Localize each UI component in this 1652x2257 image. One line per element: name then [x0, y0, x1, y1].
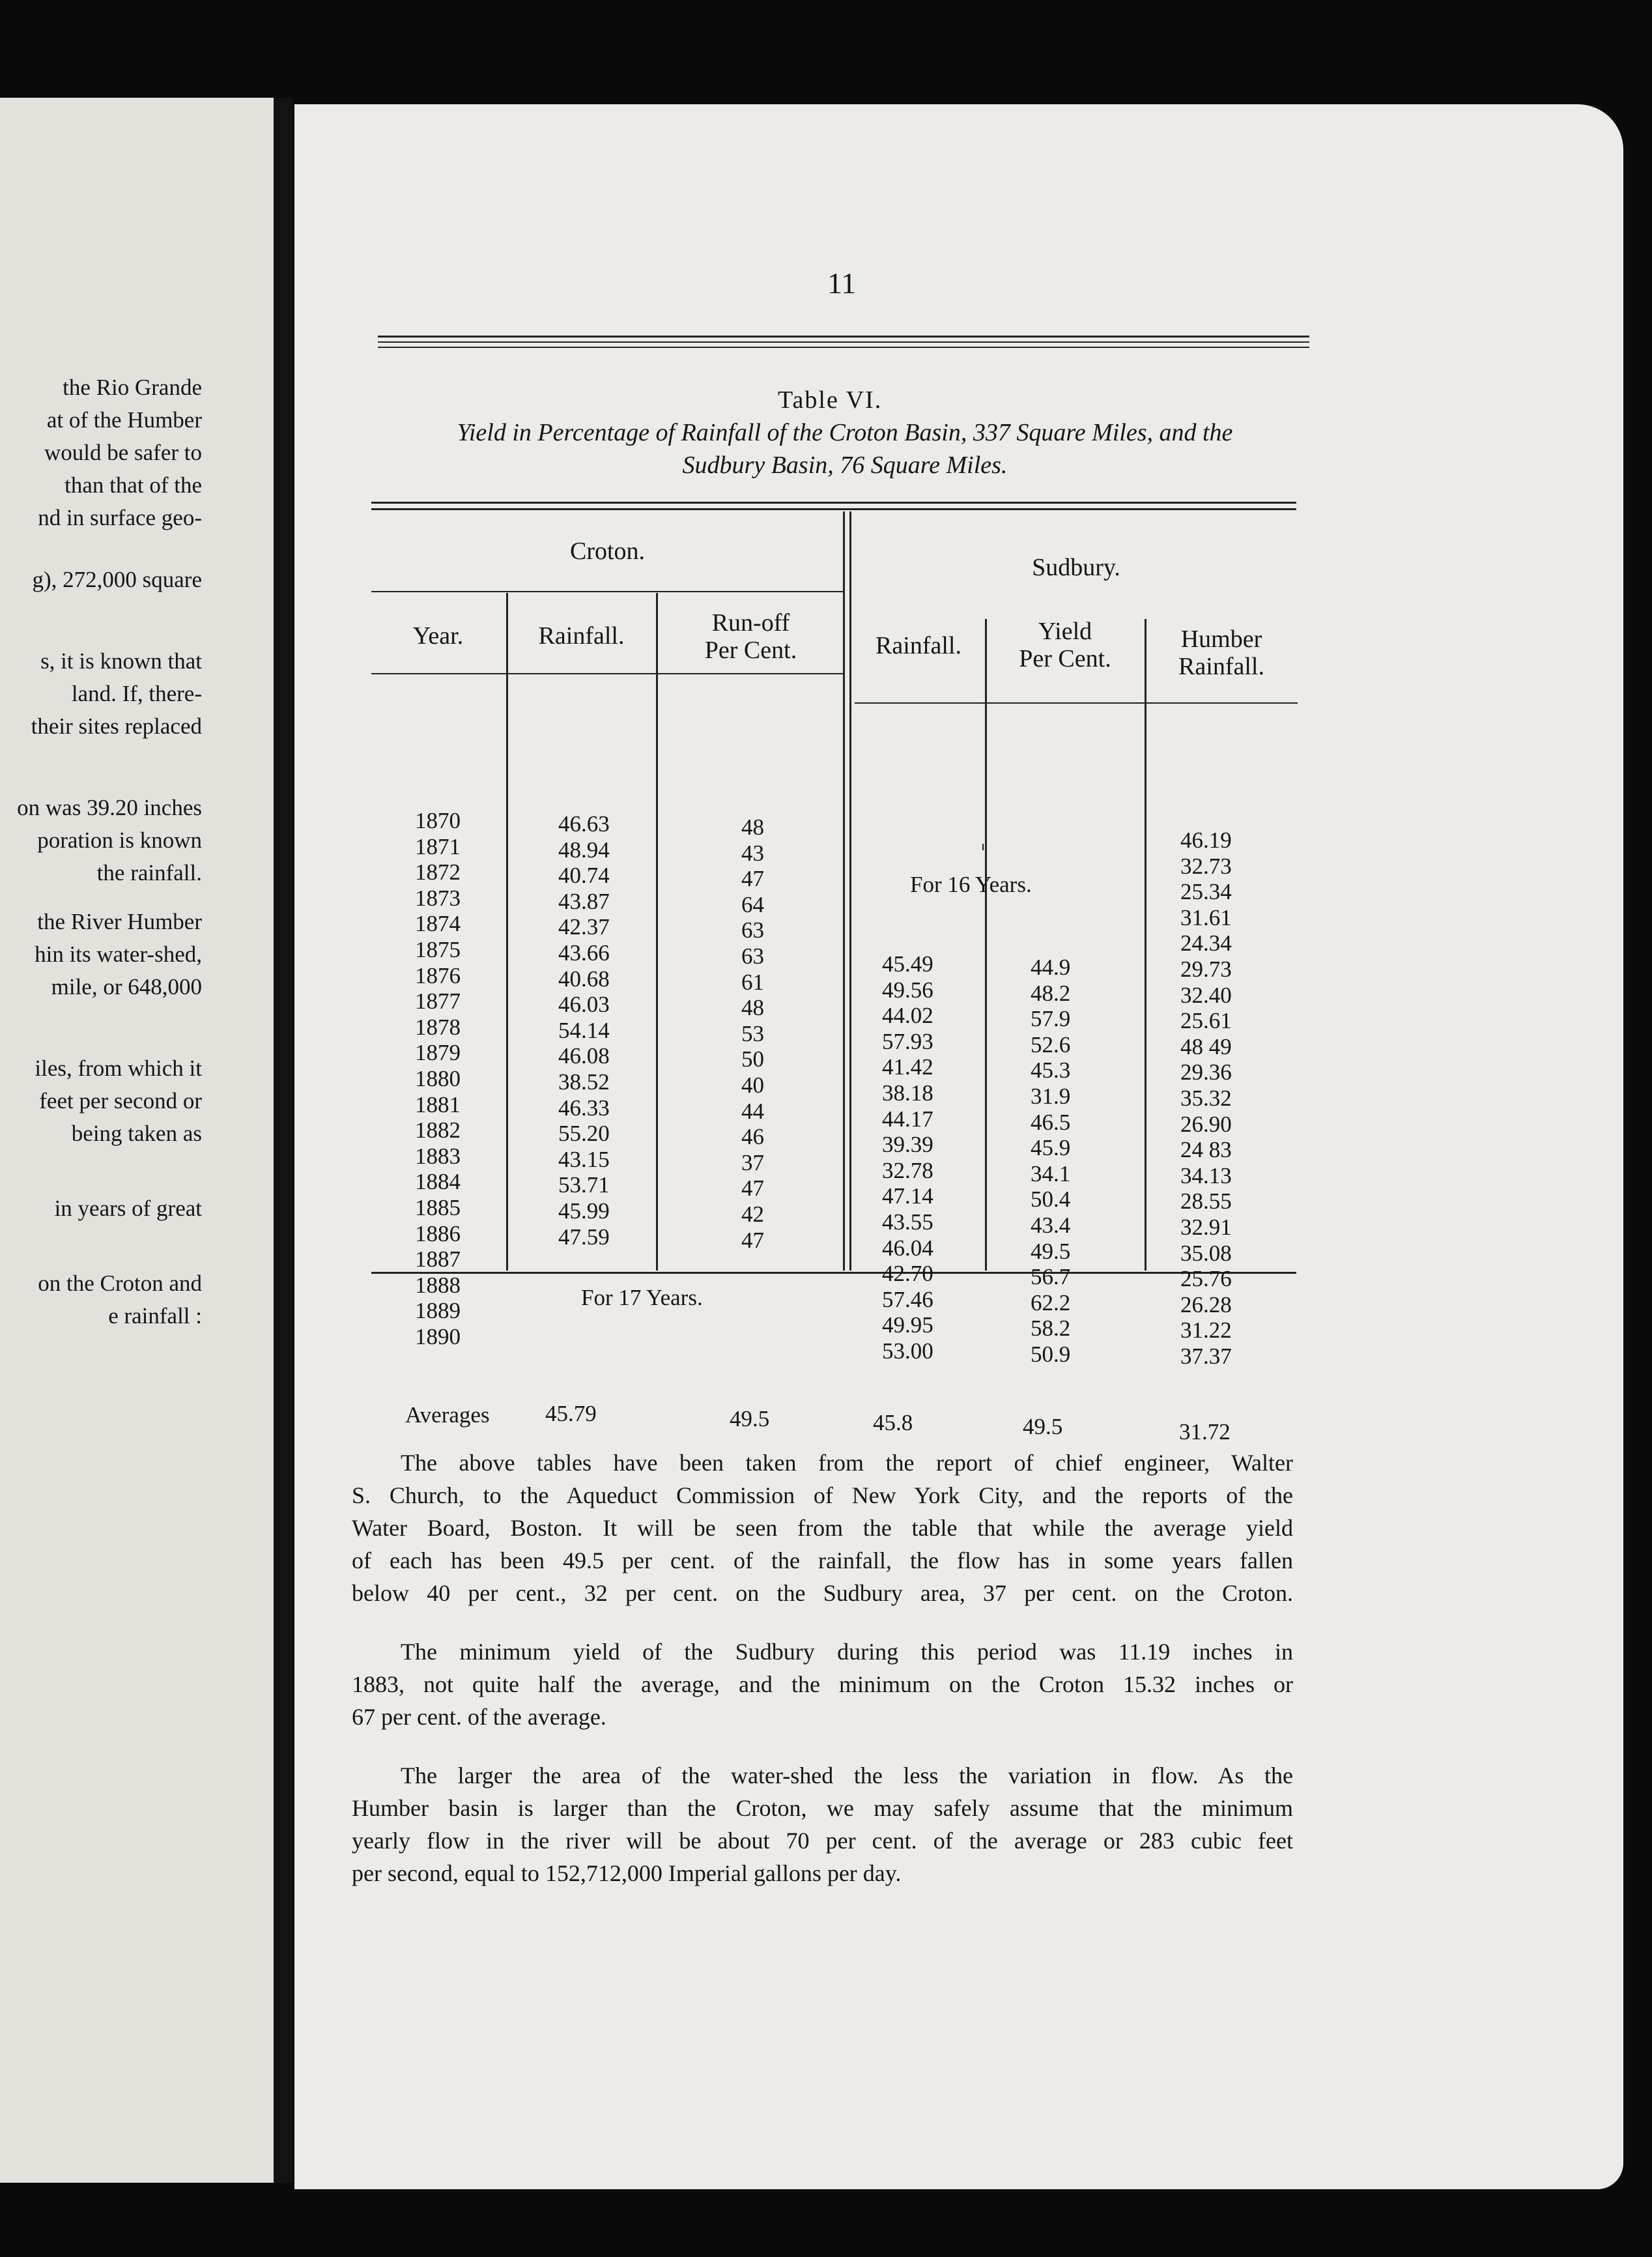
humber-rainfall-cell: 34.13 — [1180, 1162, 1232, 1188]
humber-header-line: Humber — [1180, 625, 1262, 653]
year-header: Year. — [412, 622, 464, 650]
sudbury-rainfall-cell: 57.46 — [882, 1286, 933, 1312]
sudbury-yield-column — [1031, 955, 1070, 1368]
sudbury-rainfall-cell: 32.78 — [882, 1157, 933, 1183]
paragraph-line: below 40 per cent., 32 per cent. on the Sudbury area, 37 per cent. on the Croton. — [352, 1580, 1293, 1606]
humber-header-line: Rainfall. — [1178, 653, 1264, 680]
sudbury-rainfall-cell: 47.14 — [882, 1183, 933, 1209]
year-cell: 1878 — [415, 1014, 461, 1040]
table-top-rule — [371, 508, 1296, 510]
sudbury-yield-cell: 50.9 — [1031, 1341, 1071, 1367]
left-text-line: their sites replaced — [31, 713, 202, 739]
croton-runoff-header-line: Run-off — [711, 609, 790, 637]
sudbury-yield-cell: 31.9 — [1031, 1083, 1071, 1109]
paragraph — [352, 1759, 1293, 1890]
croton-runoff-cell: 47 — [741, 1175, 764, 1201]
croton-runoff-header-line: Per Cent. — [704, 637, 797, 664]
sudbury-rainfall-column — [882, 951, 933, 1364]
left-text-line: would be safer to — [44, 440, 202, 465]
croton-runoff-cell: 40 — [741, 1072, 764, 1098]
left-text-line: e rainfall : — [108, 1303, 202, 1329]
avg-croton-runoff: 49.5 — [730, 1406, 770, 1431]
humber-rainfall-cell: 32.40 — [1180, 982, 1232, 1008]
humber-rainfall-header — [1146, 625, 1296, 680]
sudbury-yield-cell: 45.3 — [1031, 1057, 1071, 1084]
sudbury-header-rule — [855, 702, 1298, 704]
croton-rainfall-cell: 47.59 — [558, 1224, 610, 1250]
sudbury-rainfall-cell: 42.70 — [882, 1261, 933, 1287]
croton-runoff-cell: 48 — [741, 995, 764, 1021]
sudbury-yield-cell: 45.9 — [1031, 1135, 1071, 1161]
croton-rainfall-cell: 46.08 — [558, 1043, 610, 1069]
croton-runoff-cell: 50 — [741, 1046, 764, 1072]
sudbury-yield-cell: 34.1 — [1031, 1160, 1071, 1186]
table-caption: Yield in Percentage of Rainfall of the Croton Basin, 337 Square Miles, and the — [457, 419, 1233, 446]
croton-rainfall-cell: 40.68 — [558, 966, 610, 992]
inner-divider — [982, 844, 984, 850]
sudbury-yield-header-line: Per Cent. — [1019, 645, 1111, 672]
croton-runoff-cell: 48 — [741, 814, 764, 840]
croton-rainfall-cell: 43.87 — [558, 888, 610, 914]
humber-rainfall-cell: 31.22 — [1180, 1317, 1232, 1344]
left-text-line: feet per second or — [39, 1088, 202, 1114]
sudbury-yield-cell: 50.4 — [1031, 1186, 1071, 1213]
croton-runoff-cell: 37 — [741, 1149, 764, 1175]
paragraph-line: S. Church, to the Aqueduct Commission of New York City, and the reports of the — [352, 1482, 1293, 1508]
inner-divider — [657, 847, 658, 1251]
croton-runoff-column — [741, 814, 764, 1253]
sudbury-yield-cell: 46.5 — [1031, 1109, 1071, 1135]
croton-rainfall-cell: 45.99 — [558, 1198, 610, 1224]
left-text-line: g), 272,000 square — [32, 567, 202, 592]
averages-label: Averages — [405, 1402, 490, 1428]
sudbury-rainfall-cell: 43.55 — [882, 1209, 933, 1235]
humber-rainfall-cell: 28.55 — [1180, 1188, 1232, 1215]
paragraph-line: yearly flow in the river will be about 70 per cent. of the average or 283 cubic feet — [352, 1828, 1293, 1854]
croton-rainfall-cell: 46.33 — [558, 1095, 610, 1121]
year-cell: 1883 — [415, 1143, 461, 1169]
table-caption: Sudbury Basin, 76 Square Miles. — [682, 452, 1008, 479]
sudbury-rainfall-cell: 53.00 — [882, 1338, 933, 1364]
sudbury-rainfall-cell: 49.95 — [882, 1312, 933, 1338]
croton-runoff-cell: 47 — [741, 1227, 764, 1253]
sudbury-period-note: For 16 Years. — [910, 872, 1032, 897]
sudbury-rainfall-cell: 41.42 — [882, 1054, 933, 1080]
croton-rainfall-cell: 43.66 — [558, 940, 610, 966]
humber-rainfall-cell: 25.61 — [1180, 1008, 1232, 1034]
croton-rainfall-cell: 46.63 — [558, 811, 610, 837]
croton-runoff-cell: 47 — [741, 866, 764, 892]
croton-period-note: For 17 Years. — [581, 1285, 703, 1310]
sudbury-rainfall-cell: 45.49 — [882, 951, 933, 977]
book-gutter — [274, 98, 293, 2183]
sudbury-yield-cell: 49.5 — [1031, 1238, 1071, 1264]
left-text-line: than that of the — [64, 472, 202, 498]
croton-rainfall-cell: 48.94 — [558, 837, 610, 863]
year-cell: 1886 — [415, 1220, 461, 1246]
left-text-line: in years of great — [54, 1196, 202, 1221]
croton-runoff-cell: 63 — [741, 943, 764, 969]
croton-group-rule — [371, 591, 844, 592]
croton-rainfall-cell: 55.20 — [558, 1121, 610, 1147]
sudbury-yield-cell: 58.2 — [1031, 1315, 1071, 1342]
sudbury-group-header: Sudbury. — [1032, 554, 1120, 581]
humber-rainfall-cell: 35.08 — [1180, 1240, 1232, 1266]
table-top-rule — [371, 502, 1296, 504]
humber-rainfall-column — [1180, 827, 1232, 1369]
year-cell: 1877 — [415, 988, 461, 1014]
page — [294, 104, 1623, 2189]
croton-runoff-cell: 44 — [741, 1098, 764, 1124]
header-rule — [378, 336, 1309, 338]
paragraph — [352, 1635, 1293, 1733]
croton-rainfall-cell: 46.03 — [558, 992, 610, 1018]
left-page-fragment — [0, 98, 274, 2183]
sudbury-rainfall-cell: 44.17 — [882, 1106, 933, 1132]
croton-runoff-cell: 63 — [741, 917, 764, 943]
humber-rainfall-cell: 26.90 — [1180, 1111, 1232, 1137]
table-title: Table VI. — [778, 386, 883, 414]
paragraph-line: Humber basin is larger than the Croton, we may safely assume that the minimum — [352, 1795, 1293, 1821]
humber-rainfall-cell: 46.19 — [1180, 827, 1232, 853]
humber-rainfall-cell: 35.32 — [1180, 1085, 1232, 1111]
year-cell: 1872 — [415, 859, 461, 885]
humber-rainfall-cell: 29.73 — [1180, 956, 1232, 982]
left-text-line: iles, from which it — [35, 1056, 202, 1081]
group-divider — [849, 511, 851, 1271]
left-text-line: land. If, there- — [71, 681, 202, 706]
humber-rainfall-cell: 32.73 — [1180, 853, 1232, 879]
column-divider — [985, 619, 987, 1271]
sudbury-rainfall-cell: 46.04 — [882, 1235, 933, 1261]
table-bottom-rule — [371, 1272, 1296, 1274]
year-cell: 1871 — [415, 833, 461, 859]
paragraph-line: Water Board, Boston. It will be seen from the table that while the average yield — [352, 1515, 1293, 1541]
sudbury-yield-header-line: Yield — [1038, 618, 1092, 645]
croton-runoff-cell: 53 — [741, 1020, 764, 1046]
paragraph-line: The minimum yield of the Sudbury during this period was 11.19 inches in — [401, 1639, 1293, 1665]
avg-humber-rainfall: 31.72 — [1179, 1419, 1231, 1445]
croton-runoff-cell: 43 — [741, 840, 764, 866]
sudbury-yield-cell: 57.9 — [1031, 1006, 1071, 1032]
avg-sudbury-rainfall: 45.8 — [873, 1410, 913, 1435]
croton-rainfall-header: Rainfall. — [538, 622, 625, 650]
croton-rainfall-cell: 53.71 — [558, 1172, 610, 1198]
humber-rainfall-cell: 24.34 — [1180, 930, 1232, 956]
sudbury-rainfall-cell: 39.39 — [882, 1132, 933, 1158]
year-cell: 1881 — [415, 1091, 461, 1117]
paragraph-line: per second, equal to 152,712,000 Imperial gallons per day. — [352, 1860, 902, 1886]
humber-rainfall-cell: 48 49 — [1180, 1033, 1232, 1059]
left-text-line: nd in surface geo- — [38, 505, 202, 530]
year-column — [415, 808, 461, 1349]
column-divider — [506, 593, 508, 1271]
year-cell: 1889 — [415, 1298, 461, 1324]
humber-rainfall-cell: 31.61 — [1180, 904, 1232, 930]
left-text-line: on was 39.20 inches — [17, 795, 202, 820]
header-rule — [378, 347, 1309, 348]
sudbury-rainfall-cell: 38.18 — [882, 1080, 933, 1106]
year-cell: 1885 — [415, 1194, 461, 1220]
year-cell: 1873 — [415, 885, 461, 911]
croton-runoff-header — [658, 609, 844, 664]
year-cell: 1874 — [415, 911, 461, 937]
year-cell: 1879 — [415, 1040, 461, 1066]
sudbury-rainfall-cell: 49.56 — [882, 977, 933, 1003]
left-text-line: s, it is known that — [40, 648, 202, 674]
sudbury-yield-header — [987, 618, 1143, 672]
humber-rainfall-cell: 26.28 — [1180, 1291, 1232, 1317]
year-cell: 1884 — [415, 1169, 461, 1195]
year-cell: 1888 — [415, 1272, 461, 1298]
column-divider — [1145, 619, 1146, 1271]
paragraph-line: The larger the area of the water-shed the less the variation in flow. As the — [401, 1762, 1293, 1789]
humber-rainfall-cell: 32.91 — [1180, 1214, 1232, 1240]
croton-rainfall-column — [558, 811, 610, 1250]
croton-runoff-cell: 46 — [741, 1124, 764, 1150]
croton-rainfall-cell: 42.37 — [558, 914, 610, 940]
croton-runoff-cell: 64 — [741, 891, 764, 917]
humber-rainfall-cell: 29.36 — [1180, 1059, 1232, 1085]
year-cell: 1870 — [415, 808, 461, 833]
year-cell: 1876 — [415, 962, 461, 988]
humber-rainfall-cell: 37.37 — [1180, 1343, 1232, 1369]
humber-rainfall-cell: 24 83 — [1180, 1137, 1232, 1163]
left-text-line: mile, or 648,000 — [51, 974, 202, 999]
croton-rainfall-cell: 43.15 — [558, 1146, 610, 1172]
left-text-line: on the Croton and — [38, 1271, 202, 1296]
croton-runoff-cell: 61 — [741, 969, 764, 995]
sudbury-yield-cell: 56.7 — [1031, 1264, 1071, 1290]
croton-rainfall-cell: 54.14 — [558, 1017, 610, 1043]
year-cell: 1875 — [415, 936, 461, 962]
humber-rainfall-cell: 25.34 — [1180, 879, 1232, 905]
sudbury-yield-cell: 48.2 — [1031, 980, 1071, 1006]
croton-header-rule — [371, 673, 844, 674]
croton-runoff-cell: 42 — [741, 1201, 764, 1227]
paragraph-line: The above tables have been taken from the report of chief engineer, Walter — [401, 1450, 1293, 1476]
paragraph-line: 1883, not quite half the average, and the minimum on the Croton 15.32 inches or — [352, 1671, 1293, 1697]
avg-croton-rainfall: 45.79 — [545, 1401, 597, 1426]
page-number: 11 — [827, 266, 857, 300]
avg-sudbury-yield: 49.5 — [1023, 1414, 1063, 1439]
left-text-line: poration is known — [37, 827, 202, 853]
paragraph — [352, 1446, 1293, 1609]
left-text-line: at of the Humber — [46, 407, 202, 433]
sudbury-rainfall-cell: 57.93 — [882, 1028, 933, 1054]
paragraph-line: of each has been 49.5 per cent. of the rainfall, the flow has in some years fallen — [352, 1547, 1293, 1574]
year-cell: 1882 — [415, 1117, 461, 1143]
sudbury-yield-cell: 43.4 — [1031, 1212, 1071, 1238]
sudbury-rainfall-header: Rainfall. — [876, 632, 961, 659]
sudbury-yield-cell: 52.6 — [1031, 1031, 1071, 1057]
left-text-line: the River Humber — [37, 909, 202, 934]
croton-rainfall-cell: 40.74 — [558, 863, 610, 889]
croton-rainfall-cell: 38.52 — [558, 1069, 610, 1095]
left-text-line: hin its water-shed, — [35, 942, 202, 967]
year-cell: 1890 — [415, 1323, 461, 1349]
header-rule — [378, 341, 1309, 343]
sudbury-yield-cell: 44.9 — [1031, 955, 1071, 980]
left-text-line: the Rio Grande — [63, 375, 202, 400]
sudbury-rainfall-cell: 44.02 — [882, 1003, 933, 1029]
croton-group-header: Croton. — [569, 538, 646, 565]
year-cell: 1887 — [415, 1246, 461, 1272]
humber-rainfall-cell: 25.76 — [1180, 1266, 1232, 1292]
sudbury-yield-cell: 62.2 — [1031, 1289, 1071, 1315]
paragraph-line: 67 per cent. of the average. — [352, 1704, 606, 1730]
left-text-line: being taken as — [71, 1121, 202, 1146]
year-cell: 1880 — [415, 1065, 461, 1091]
left-text-line: the rainfall. — [96, 860, 202, 885]
